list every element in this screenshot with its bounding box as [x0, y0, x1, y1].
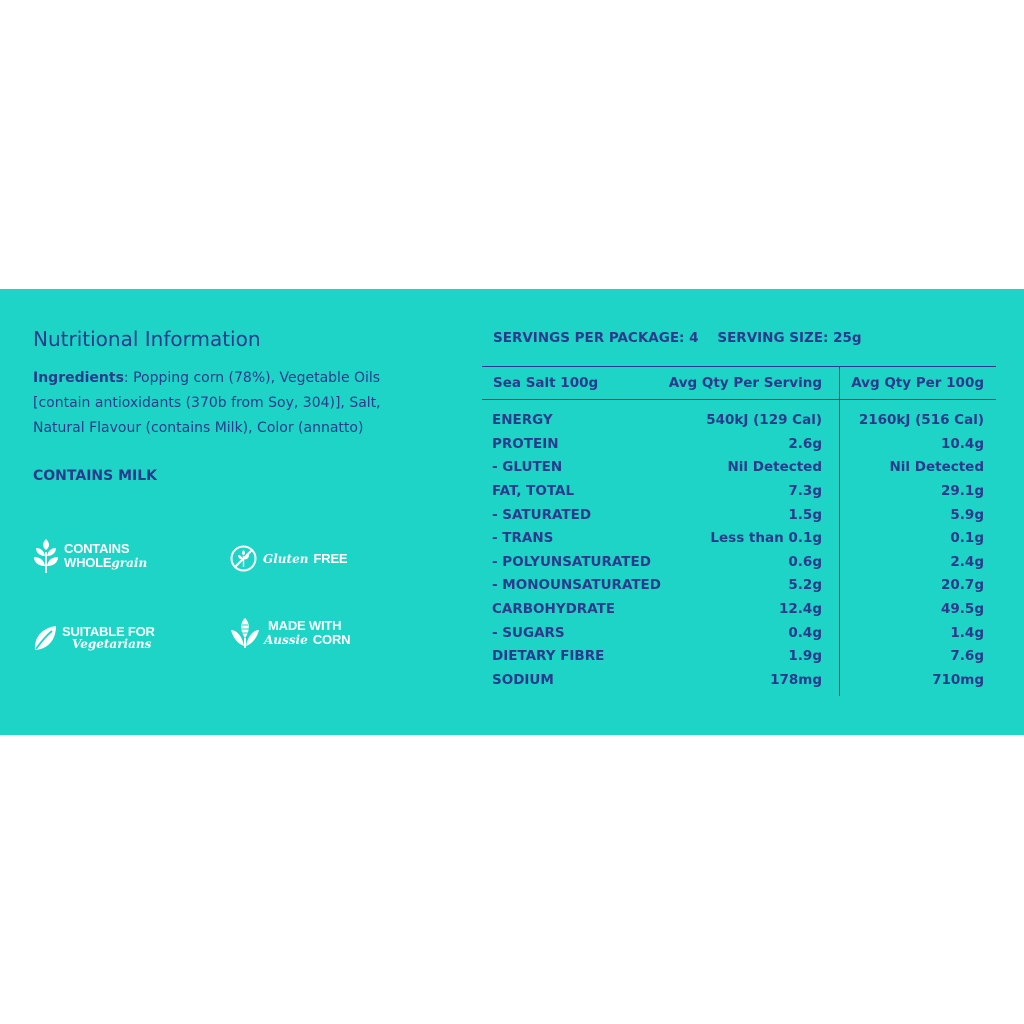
- table-header-product: Sea Salt 100g: [493, 375, 599, 391]
- table-header-per-100g: Avg Qty Per 100g: [851, 375, 984, 391]
- wholegrain-line2a: WHOLE: [64, 555, 112, 570]
- serving-size: SERVING SIZE: 25g: [717, 330, 862, 346]
- page-title: Nutritional Information: [33, 327, 261, 351]
- leaf-icon: [32, 623, 58, 653]
- wheat-icon: [32, 538, 60, 574]
- table-row: - GLUTEN Nil Detected Nil Detected: [492, 459, 984, 475]
- servings-per-package: SERVINGS PER PACKAGE: 4: [493, 330, 699, 346]
- ingredients-list: : Popping corn (78%), Vegetable Oils [contain antioxidants (370b from Soy, 304)], Salt, Natural Flavour (contains Milk), Color (annatto): [33, 370, 381, 436]
- allergen-statement: CONTAINS MILK: [33, 468, 157, 484]
- aussie-corn-line2b: CORN: [312, 632, 351, 647]
- table-row: - SUGARS 0.4g 1.4g: [492, 625, 984, 641]
- table-row: - MONOUNSATURATED 5.2g 20.7g: [492, 577, 984, 593]
- table-row: - POLYUNSATURATED 0.6g 2.4g: [492, 554, 984, 570]
- aussie-corn-line2a: Aussie: [264, 633, 308, 647]
- gluten-free-word2: FREE: [313, 551, 348, 566]
- table-row: ENERGY 540kJ (129 Cal) 2160kJ (516 Cal): [492, 412, 984, 428]
- vegetarian-badge: [32, 623, 155, 653]
- ingredients-text: [33, 366, 393, 441]
- table-row: SODIUM 178mg 710mg: [492, 672, 984, 688]
- table-header-rule: [482, 399, 996, 400]
- wholegrain-line2b: grain: [111, 556, 148, 570]
- aussie-corn-line1: MADE WITH: [268, 618, 342, 633]
- table-row: DIETARY FIBRE 1.9g 7.6g: [492, 648, 984, 664]
- vegetarian-line2: Vegetarians: [72, 637, 152, 651]
- gluten-free-badge: [230, 545, 347, 572]
- table-row: PROTEIN 2.6g 10.4g: [492, 436, 984, 452]
- corn-icon: [230, 616, 260, 650]
- wholegrain-badge: [32, 538, 147, 574]
- wholegrain-line1: CONTAINS: [64, 541, 130, 556]
- gluten-free-word1: Gluten: [263, 552, 309, 566]
- table-header-per-serving: Avg Qty Per Serving: [668, 375, 822, 391]
- table-row: FAT, TOTAL 7.3g 29.1g: [492, 483, 984, 499]
- table-row: - SATURATED 1.5g 5.9g: [492, 507, 984, 523]
- aussie-corn-badge: [230, 616, 350, 650]
- table-row: CARBOHYDRATE 12.4g 49.5g: [492, 601, 984, 617]
- vegetarian-line1: SUITABLE FOR: [62, 624, 155, 639]
- ingredients-label: Ingredients: [33, 370, 124, 386]
- serving-info: [493, 330, 862, 346]
- no-gluten-icon: [230, 545, 257, 572]
- table-top-rule: [482, 366, 996, 367]
- table-row: - TRANS Less than 0.1g 0.1g: [492, 530, 984, 546]
